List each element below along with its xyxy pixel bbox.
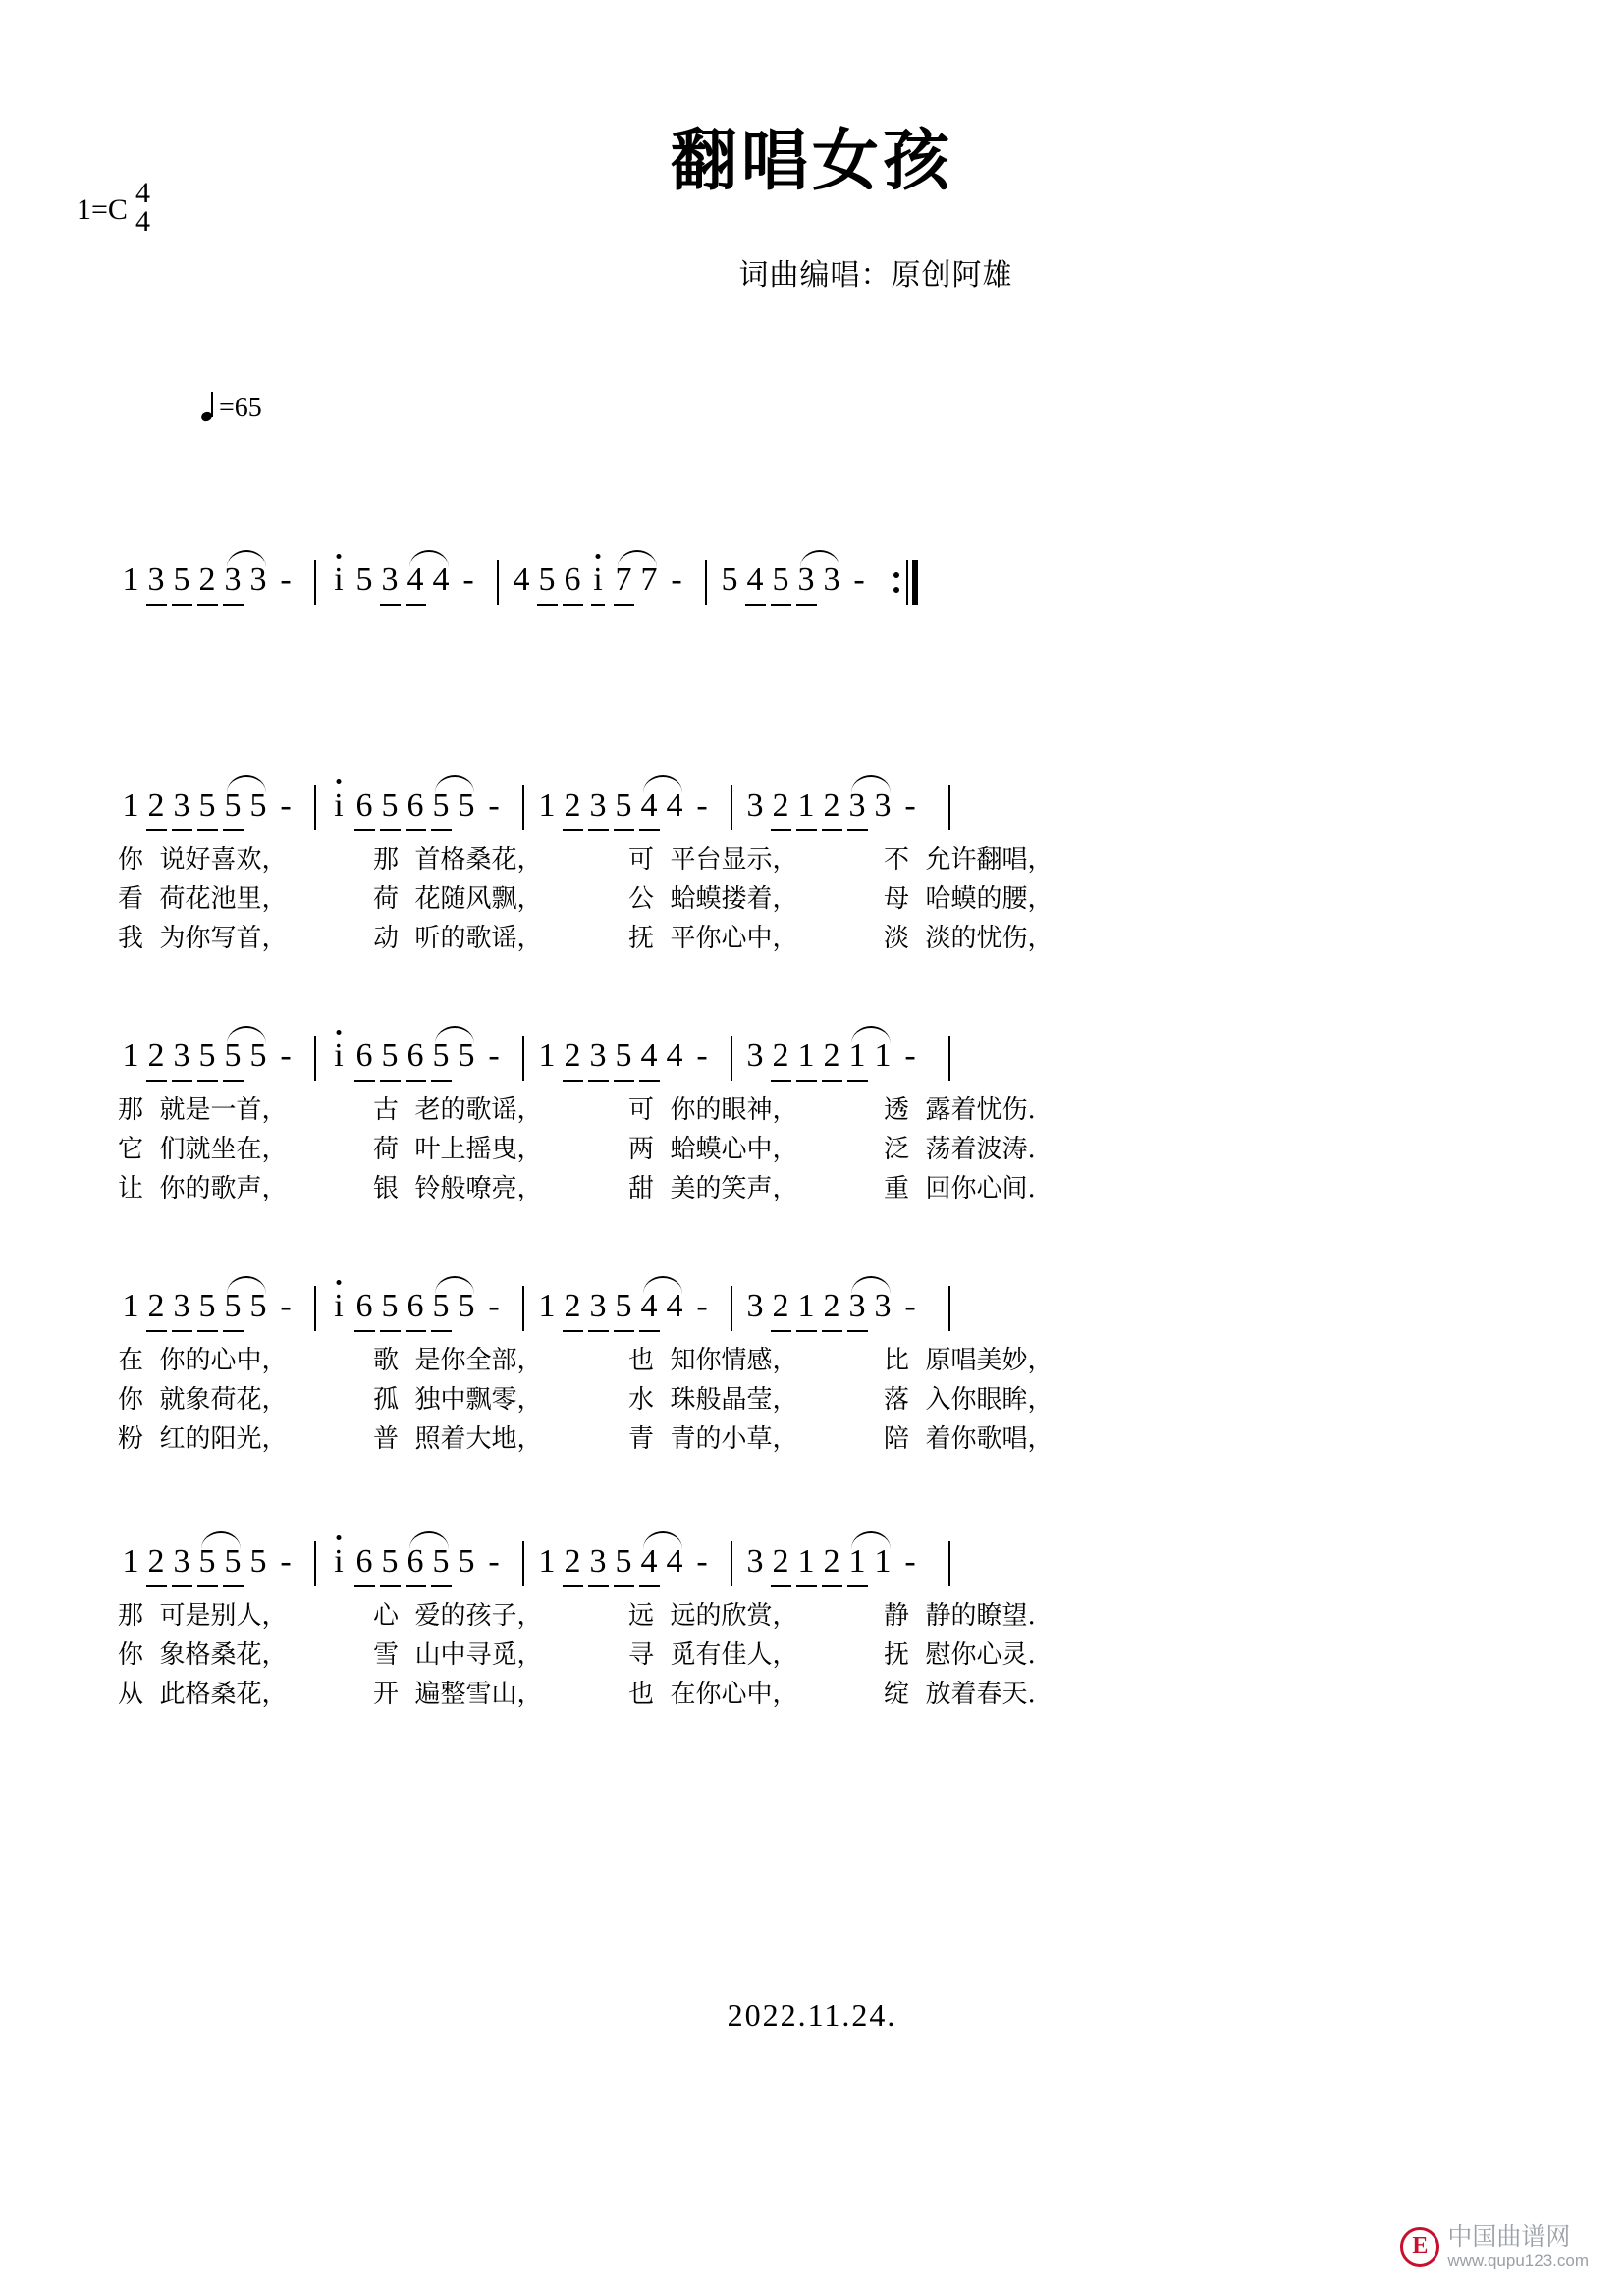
note-sustain: - [488, 1288, 500, 1324]
measure [534, 1543, 731, 1590]
measure-row [118, 1531, 1296, 1590]
note-cell: 5 [721, 561, 738, 598]
note-cell: 3 [793, 561, 819, 609]
note-cell: 6 [355, 1543, 373, 1579]
note-cell: 3 [746, 1543, 764, 1579]
note-cell: 6 [355, 1288, 373, 1324]
note-cell: 6 [406, 1288, 424, 1324]
note-cell: 5 [249, 787, 267, 824]
lyric-segment: 歌 是你全部， [373, 1346, 543, 1375]
thin-barline [906, 560, 908, 605]
note-cell: 4 [403, 561, 428, 609]
note-cell: 1 [874, 1038, 892, 1074]
note-cell: 5 [428, 787, 454, 834]
note-cell: 5 [458, 1038, 475, 1074]
watermark-logo-icon [1400, 2227, 1439, 2267]
lyric-line [118, 1675, 1296, 1714]
note-cell: 5 [432, 1543, 450, 1579]
measure [326, 1038, 522, 1085]
measure [118, 1543, 314, 1590]
lyric-segment: 那 首格桑花， [373, 845, 543, 875]
lyric-segment: 绽 放着春天. [884, 1680, 1036, 1709]
lyric-line [118, 1380, 1296, 1419]
note-cell: 2 [772, 787, 789, 824]
note-cell: 3 [589, 787, 607, 824]
lyric-segment: 雪 山中寻觅， [373, 1640, 543, 1670]
barline [948, 785, 950, 830]
lyric-line [118, 1635, 1296, 1675]
note-cell: 3 [844, 787, 870, 834]
note-cell: 6 [406, 1038, 424, 1074]
note-cell: 3 [589, 1543, 607, 1579]
octave-dot [337, 779, 342, 784]
octave-dot [337, 1280, 342, 1285]
note-cell: 5 [220, 1038, 245, 1085]
note-sustain: - [696, 1543, 708, 1579]
lyric-segment: 淡 淡的忧伤， [884, 924, 1054, 953]
note-sustain: - [853, 561, 865, 598]
lyric-segment: 甜 美的笑声， [628, 1174, 798, 1203]
note-sustain: - [280, 561, 292, 598]
note-cell: 1 [844, 1038, 870, 1085]
barline [731, 1036, 732, 1081]
note-cell: 5 [173, 561, 190, 598]
lyrics-block [118, 1091, 1296, 1208]
note-cell: 1 [797, 787, 815, 824]
note-cell: 4 [513, 561, 530, 598]
note-cell: 2 [564, 1288, 581, 1324]
barline [948, 1286, 950, 1331]
note-cell: 6 [355, 1038, 373, 1074]
lyric-segment: 抚 慰你心灵. [884, 1640, 1036, 1670]
note-cell: 5 [772, 561, 789, 598]
note-cell: 5 [355, 561, 373, 598]
note-cell: 5 [249, 1543, 267, 1579]
barline [522, 1541, 524, 1586]
lyric-line [118, 840, 1296, 880]
note-cell: i [326, 787, 352, 834]
lyric-segment: 水 珠般晶莹， [628, 1385, 798, 1415]
note-cell: 3 [147, 561, 165, 598]
note-cell: 2 [564, 1543, 581, 1579]
footer-date: 2022.11.24. [727, 1998, 897, 2033]
note-sustain: - [462, 561, 474, 598]
note-cell: 3 [874, 1288, 892, 1324]
note-cell: 4 [666, 787, 683, 824]
note-cell: 2 [823, 1543, 840, 1579]
lyric-segment: 粉 红的阳光， [118, 1424, 288, 1454]
measure [326, 787, 522, 834]
note-cell: 5 [615, 1288, 632, 1324]
note-cell: 1 [538, 1543, 556, 1579]
octave-dot [337, 1535, 342, 1540]
barline [314, 1036, 316, 1081]
note-cell: i [585, 561, 611, 609]
music-system [118, 1026, 1296, 1208]
site-watermark [1400, 2223, 1589, 2270]
note-cell: 5 [381, 1543, 399, 1579]
note-cell: 3 [823, 561, 840, 598]
lyrics-block [118, 1341, 1296, 1459]
barline [948, 1541, 950, 1586]
lyric-segment: 我 为你写首， [118, 924, 288, 953]
note-cell: 5 [428, 1038, 454, 1085]
note-cell: 3 [173, 787, 190, 824]
note-cell: 2 [823, 1288, 840, 1324]
measure-row [118, 775, 1296, 834]
measure [118, 1038, 314, 1085]
measure [118, 787, 314, 834]
note-cell: 3 [746, 1038, 764, 1074]
octave-dot [337, 554, 342, 559]
note-cell: 5 [538, 561, 556, 598]
music-system [118, 1276, 1296, 1459]
lyric-segment: 可 平台显示， [628, 845, 798, 875]
lyric-segment: 母 哈蟆的腰， [884, 884, 1054, 914]
lyric-segment: 透 露着忧伤. [884, 1095, 1036, 1125]
page-title: 翻唱女孩 [670, 122, 953, 200]
watermark-site-url: www.qupu123.com [1447, 2251, 1589, 2270]
lyric-segment: 让 你的歌声， [118, 1174, 288, 1203]
note-cell: 3 [874, 787, 892, 824]
measure [534, 1038, 731, 1085]
barline [948, 1036, 950, 1081]
note-sustain: - [904, 787, 916, 824]
lyric-line [118, 1596, 1296, 1635]
note-cell: 5 [220, 787, 245, 834]
lyric-segment: 荷 叶上摇曳， [373, 1135, 543, 1164]
note-cell: 1 [122, 787, 139, 824]
lyric-segment: 荷 花随风飘， [373, 884, 543, 914]
measure [326, 1288, 522, 1335]
note-cell: 5 [458, 1543, 475, 1579]
tempo-value: =65 [219, 393, 262, 423]
note-cell: 3 [173, 1543, 190, 1579]
measure-row [118, 1276, 1296, 1335]
note-cell: 4 [746, 561, 764, 598]
note-cell: 1 [538, 1288, 556, 1324]
lyrics-block [118, 840, 1296, 958]
note-cell: 5 [249, 1038, 267, 1074]
note-cell: 5 [194, 1543, 220, 1590]
note-cell: 2 [198, 561, 216, 598]
barline [314, 1541, 316, 1586]
note-cell: 3 [589, 1038, 607, 1074]
note-cell: 1 [122, 1543, 139, 1579]
lyric-line [118, 1091, 1296, 1130]
note-sustain: - [488, 787, 500, 824]
thick-barline [912, 560, 918, 605]
measure [717, 561, 888, 609]
measure [118, 561, 314, 609]
measure [742, 1038, 939, 1085]
music-system [118, 1531, 1296, 1714]
measure [742, 787, 939, 834]
barline [497, 560, 499, 605]
lyric-segment: 远 远的欣赏， [628, 1601, 798, 1630]
lyric-segment: 抚 平你心中， [628, 924, 798, 953]
note-cell: 1 [122, 1038, 139, 1074]
note-cell: 6 [406, 787, 424, 824]
note-sustain: - [904, 1543, 916, 1579]
note-cell: 1 [122, 1288, 139, 1324]
measure [326, 561, 497, 609]
lyric-line [118, 1169, 1296, 1208]
note-sustain: - [280, 1543, 292, 1579]
note-cell: 5 [381, 1288, 399, 1324]
lyric-segment: 你 象格桑花， [118, 1640, 288, 1670]
lyric-segment: 你 说好喜欢， [118, 845, 288, 875]
note-cell: 2 [147, 1288, 165, 1324]
lyric-segment: 动 听的歌谣， [373, 924, 543, 953]
lyric-line [118, 1341, 1296, 1380]
lyric-segment: 从 此格桑花， [118, 1680, 288, 1709]
note-cell: 3 [844, 1288, 870, 1335]
note-cell: 1 [844, 1543, 870, 1590]
lyric-segment: 不 允许翻唱， [884, 845, 1054, 875]
note-sustain: - [280, 787, 292, 824]
lyric-line [118, 880, 1296, 919]
barline [314, 1286, 316, 1331]
note-cell: 7 [611, 561, 636, 609]
measure [742, 1543, 939, 1590]
note-cell: 3 [249, 561, 267, 598]
repeat-end-barline [893, 560, 918, 609]
barline [731, 1286, 732, 1331]
note-cell: i [326, 1288, 352, 1335]
lyric-segment: 重 回你心间. [884, 1174, 1036, 1203]
note-cell: 6 [355, 787, 373, 824]
lyric-segment: 看 荷花池里， [118, 884, 288, 914]
note-cell: 5 [224, 1543, 242, 1579]
barline [731, 785, 732, 830]
lyric-segment: 落 入你眼眸， [884, 1385, 1054, 1415]
note-sustain: - [671, 561, 682, 598]
note-cell: 5 [198, 787, 216, 824]
note-sustain: - [696, 1038, 708, 1074]
watermark-text [1447, 2223, 1589, 2270]
note-cell: 2 [823, 1038, 840, 1074]
lyric-segment: 泛 荡着波涛. [884, 1135, 1036, 1164]
lyric-segment: 公 蛤蟆搂着， [628, 884, 798, 914]
note-cell: 3 [746, 1288, 764, 1324]
lyric-segment: 银 铃般嘹亮， [373, 1174, 543, 1203]
note-cell: 2 [147, 1543, 165, 1579]
measure [742, 1288, 939, 1335]
octave-dot [337, 1030, 342, 1035]
note-cell: 1 [797, 1038, 815, 1074]
note-cell: 1 [538, 787, 556, 824]
measure [534, 787, 731, 834]
lyric-segment: 寻 觅有佳人， [628, 1640, 798, 1670]
time-signature-top: 4 [135, 177, 150, 209]
note-sustain: - [488, 1543, 500, 1579]
note-cell: 5 [381, 1038, 399, 1074]
note-cell: 4 [666, 1543, 683, 1579]
lyric-segment: 两 蛤蟆心中， [628, 1135, 798, 1164]
composer-credit: 词曲编唱：原创阿雄 [738, 258, 1013, 293]
note-cell: 4 [636, 787, 662, 834]
lyric-segment: 它 们就坐在， [118, 1135, 288, 1164]
note-cell: 2 [772, 1288, 789, 1324]
barline [705, 560, 707, 605]
lyric-segment: 你 就象荷花， [118, 1385, 288, 1415]
time-signature-bottom: 4 [135, 204, 150, 238]
note-cell: 2 [772, 1543, 789, 1579]
note-cell: 2 [772, 1038, 789, 1074]
note-cell: 3 [589, 1288, 607, 1324]
note-cell: 7 [640, 561, 658, 598]
watermark-site-name: 中国曲谱网 [1447, 2221, 1571, 2251]
note-cell: 1 [797, 1543, 815, 1579]
note-cell: 4 [666, 1038, 683, 1074]
barline [731, 1541, 732, 1586]
note-cell: 2 [823, 787, 840, 824]
note-sustain: - [696, 787, 708, 824]
note-cell: 1 [797, 1288, 815, 1324]
note-cell: 4 [432, 561, 450, 598]
lyric-line [118, 1130, 1296, 1169]
lyric-segment: 也 知你情感， [628, 1346, 798, 1375]
note-cell: 4 [636, 1288, 662, 1335]
barline [522, 785, 524, 830]
note-cell: 1 [874, 1543, 892, 1579]
note-sustain: - [280, 1038, 292, 1074]
barline [314, 560, 316, 605]
lyric-segment: 在 你的心中， [118, 1346, 288, 1375]
music-system [118, 550, 1296, 609]
tempo-marking [201, 393, 262, 424]
measure [509, 561, 705, 609]
lyric-segment: 孤 独中飘零， [373, 1385, 543, 1415]
lyric-segment: 也 在你心中， [628, 1680, 798, 1709]
note-cell: 5 [220, 1288, 245, 1335]
barline [314, 785, 316, 830]
lyric-segment: 比 原唱美妙， [884, 1346, 1054, 1375]
lyric-segment: 开 遍整雪山， [373, 1680, 543, 1709]
lyrics-block [118, 1596, 1296, 1714]
note-cell: 4 [640, 1038, 658, 1074]
note-cell: 1 [122, 561, 139, 598]
lyric-segment: 青 青的小草， [628, 1424, 798, 1454]
lyric-segment: 可 你的眼神， [628, 1095, 798, 1125]
note-cell: 5 [249, 1288, 267, 1324]
barline [522, 1036, 524, 1081]
repeat-dots [893, 560, 899, 605]
measure [534, 1288, 731, 1335]
note-cell: 5 [615, 1038, 632, 1074]
note-cell: 4 [666, 1288, 683, 1324]
note-cell: 6 [403, 1543, 428, 1590]
note-cell: 5 [458, 787, 475, 824]
lyric-line [118, 919, 1296, 958]
key-signature-text: 1=C [77, 192, 128, 226]
note-cell: i [326, 561, 352, 609]
lyric-segment: 那 就是一首， [118, 1095, 288, 1125]
music-system [118, 775, 1296, 958]
note-cell: 5 [615, 1543, 632, 1579]
note-cell: 2 [147, 787, 165, 824]
lyric-line [118, 1419, 1296, 1459]
quarter-note-icon [201, 394, 217, 423]
note-cell: 2 [564, 1038, 581, 1074]
note-sustain: - [280, 1288, 292, 1324]
lyric-segment: 古 老的歌谣， [373, 1095, 543, 1125]
measure [118, 1288, 314, 1335]
note-cell: 2 [564, 787, 581, 824]
note-cell: 3 [220, 561, 245, 609]
lyric-segment: 陪 着你歌唱， [884, 1424, 1054, 1454]
note-cell: 3 [173, 1288, 190, 1324]
note-cell: 6 [564, 561, 581, 598]
note-cell: 1 [538, 1038, 556, 1074]
lyric-segment: 普 照着大地， [373, 1424, 543, 1454]
note-cell: 3 [381, 561, 399, 598]
lyric-segment: 静 静的瞭望. [884, 1601, 1036, 1630]
note-cell: 2 [147, 1038, 165, 1074]
note-sustain: - [696, 1288, 708, 1324]
note-cell: 3 [173, 1038, 190, 1074]
note-sustain: - [904, 1038, 916, 1074]
barline [522, 1286, 524, 1331]
lyric-segment: 那 可是别人， [118, 1601, 288, 1630]
note-cell: 4 [636, 1543, 662, 1590]
note-cell: 5 [198, 1038, 216, 1074]
measure [326, 1543, 522, 1590]
note-cell: 5 [381, 787, 399, 824]
note-sustain: - [488, 1038, 500, 1074]
note-cell: i [326, 1038, 352, 1085]
note-cell: 5 [198, 1288, 216, 1324]
note-cell: 5 [428, 1288, 454, 1335]
lyric-segment: 心 爱的孩子， [373, 1601, 543, 1630]
note-cell: i [326, 1543, 352, 1590]
note-cell: 3 [746, 787, 764, 824]
octave-dot [596, 554, 601, 559]
measure-row [118, 1026, 1296, 1085]
note-cell: 5 [615, 787, 632, 824]
measure-row [118, 550, 1296, 609]
note-cell: 5 [458, 1288, 475, 1324]
note-sustain: - [904, 1288, 916, 1324]
